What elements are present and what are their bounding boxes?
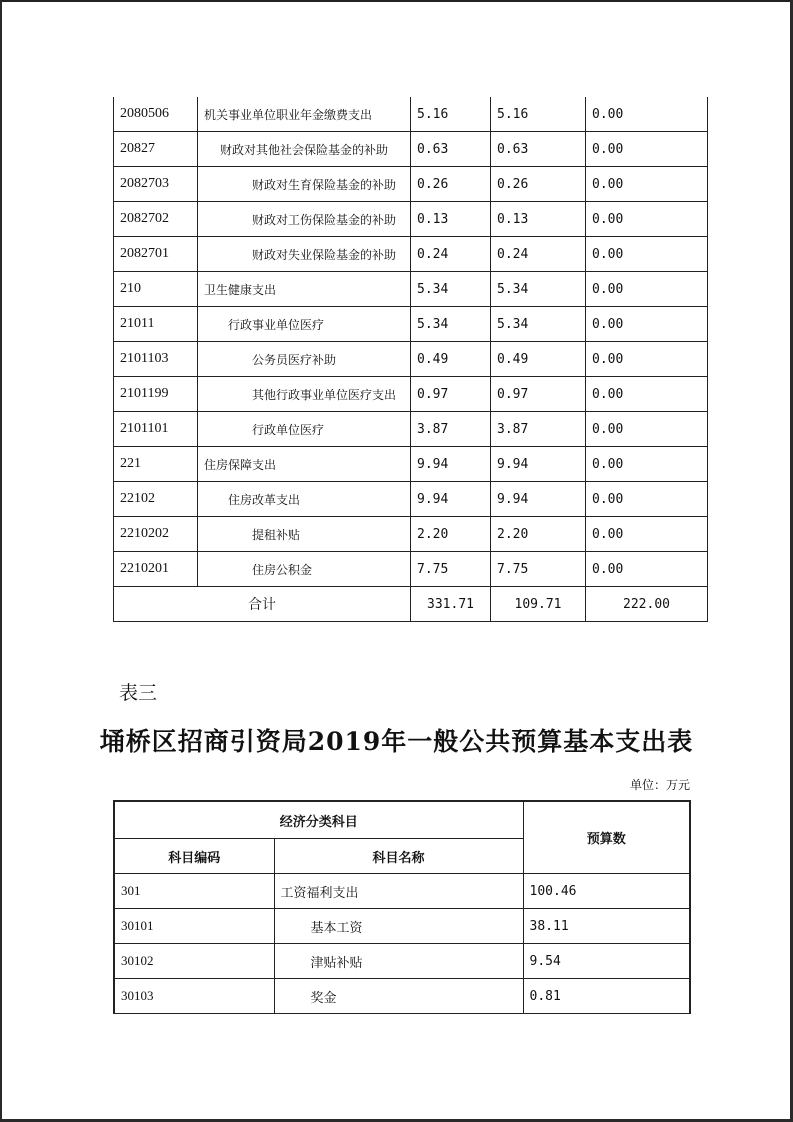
budget-amount-cell: 100.46 xyxy=(523,874,690,909)
subject-name-cell: 奖金 xyxy=(274,979,523,1014)
basic-amount-cell: 9.94 xyxy=(491,482,586,517)
page-border-left xyxy=(0,0,2,1122)
total-amount-cell: 5.16 xyxy=(411,97,491,132)
project-amount-cell: 0.00 xyxy=(586,377,708,412)
expenditure-table-body xyxy=(114,97,708,622)
table-row xyxy=(114,552,708,587)
table-row xyxy=(114,377,708,412)
subject-code-cell: 30103 xyxy=(114,979,274,1014)
table-row xyxy=(114,272,708,307)
total-basic-cell: 109.71 xyxy=(491,587,586,622)
total-sum-cell: 331.71 xyxy=(411,587,491,622)
subject-code-cell: 2101101 xyxy=(114,412,198,447)
subject-code-cell: 22102 xyxy=(114,482,198,517)
subject-name-cell: 行政事业单位医疗 xyxy=(198,307,411,342)
project-amount-cell: 0.00 xyxy=(586,342,708,377)
project-amount-cell: 0.00 xyxy=(586,132,708,167)
table-row xyxy=(114,979,690,1014)
project-amount-cell: 0.00 xyxy=(586,552,708,587)
basic-amount-cell: 5.34 xyxy=(491,307,586,342)
project-amount-cell: 0.00 xyxy=(586,307,708,342)
total-amount-cell: 9.94 xyxy=(411,482,491,517)
expenditure-table-continued xyxy=(113,97,708,622)
budget-amount-cell: 38.11 xyxy=(523,909,690,944)
project-amount-cell: 0.00 xyxy=(586,202,708,237)
subject-code-cell: 2082703 xyxy=(114,167,198,202)
table-row xyxy=(114,412,708,447)
project-amount-cell: 0.00 xyxy=(586,237,708,272)
subject-name-cell: 财政对其他社会保险基金的补助 xyxy=(198,132,411,167)
table-row xyxy=(114,237,708,272)
table-row xyxy=(114,909,690,944)
subject-name-cell: 其他行政事业单位医疗支出 xyxy=(198,377,411,412)
table-row xyxy=(114,342,708,377)
page-border-top xyxy=(0,0,793,2)
subject-name-cell: 住房保障支出 xyxy=(198,447,411,482)
subject-code-cell: 30101 xyxy=(114,909,274,944)
subject-name-cell: 机关事业单位职业年金缴费支出 xyxy=(198,97,411,132)
total-project-cell: 222.00 xyxy=(586,587,708,622)
basic-amount-cell: 0.49 xyxy=(491,342,586,377)
subject-code-cell: 2082702 xyxy=(114,202,198,237)
subject-code-cell: 30102 xyxy=(114,944,274,979)
total-row xyxy=(114,587,708,622)
project-amount-cell: 0.00 xyxy=(586,412,708,447)
table-row xyxy=(114,517,708,552)
subject-code-cell: 20827 xyxy=(114,132,198,167)
total-amount-cell: 5.34 xyxy=(411,307,491,342)
basic-amount-cell: 5.34 xyxy=(491,272,586,307)
subject-name-cell: 行政单位医疗 xyxy=(198,412,411,447)
total-amount-cell: 9.94 xyxy=(411,447,491,482)
subject-code-cell: 301 xyxy=(114,874,274,909)
subject-code-cell: 2080506 xyxy=(114,97,198,132)
basic-amount-cell: 0.26 xyxy=(491,167,586,202)
basic-expenditure-table xyxy=(113,800,691,1014)
table-row xyxy=(114,307,708,342)
table-row xyxy=(114,447,708,482)
subject-name-cell: 提租补贴 xyxy=(198,517,411,552)
project-amount-cell: 0.00 xyxy=(586,447,708,482)
subject-name-cell: 津贴补贴 xyxy=(274,944,523,979)
unit-label: 单位：万元 xyxy=(629,778,690,792)
total-amount-cell: 0.13 xyxy=(411,202,491,237)
basic-expenditure-table-body xyxy=(114,874,690,1014)
subject-name-cell: 住房公积金 xyxy=(198,552,411,587)
basic-amount-cell: 0.97 xyxy=(491,377,586,412)
section-label: 表三 xyxy=(119,682,158,704)
subject-name-cell: 公务员医疗补助 xyxy=(198,342,411,377)
table-row xyxy=(114,97,708,132)
project-amount-cell: 0.00 xyxy=(586,97,708,132)
subject-name-cell: 财政对生育保险基金的补助 xyxy=(198,167,411,202)
header-subject-code: 科目编码 xyxy=(114,839,274,874)
project-amount-cell: 0.00 xyxy=(586,272,708,307)
total-amount-cell: 0.63 xyxy=(411,132,491,167)
total-amount-cell: 2.20 xyxy=(411,517,491,552)
total-amount-cell: 0.49 xyxy=(411,342,491,377)
subject-name-cell: 财政对失业保险基金的补助 xyxy=(198,237,411,272)
subject-code-cell: 210 xyxy=(114,272,198,307)
subject-name-cell: 住房改革支出 xyxy=(198,482,411,517)
total-label-cell: 合计 xyxy=(114,587,411,622)
subject-code-cell: 2210202 xyxy=(114,517,198,552)
table-row xyxy=(114,132,708,167)
table-row xyxy=(114,202,708,237)
basic-amount-cell: 5.16 xyxy=(491,97,586,132)
project-amount-cell: 0.00 xyxy=(586,167,708,202)
table-row xyxy=(114,167,708,202)
basic-amount-cell: 2.20 xyxy=(491,517,586,552)
subject-code-cell: 21011 xyxy=(114,307,198,342)
total-amount-cell: 0.26 xyxy=(411,167,491,202)
basic-amount-cell: 0.63 xyxy=(491,132,586,167)
basic-amount-cell: 7.75 xyxy=(491,552,586,587)
subject-name-cell: 财政对工伤保险基金的补助 xyxy=(198,202,411,237)
subject-name-cell: 基本工资 xyxy=(274,909,523,944)
header-economic-category: 经济分类科目 xyxy=(114,801,523,839)
basic-amount-cell: 0.13 xyxy=(491,202,586,237)
budget-amount-cell: 9.54 xyxy=(523,944,690,979)
total-amount-cell: 5.34 xyxy=(411,272,491,307)
basic-amount-cell: 0.24 xyxy=(491,237,586,272)
total-amount-cell: 7.75 xyxy=(411,552,491,587)
total-amount-cell: 0.24 xyxy=(411,237,491,272)
header-subject-name: 科目名称 xyxy=(274,839,523,874)
subject-code-cell: 2082701 xyxy=(114,237,198,272)
subject-code-cell: 2210201 xyxy=(114,552,198,587)
basic-amount-cell: 9.94 xyxy=(491,447,586,482)
table-row xyxy=(114,482,708,517)
page-title: 埇桥区招商引资局2019年一般公共预算基本支出表 xyxy=(99,727,694,756)
subject-code-cell: 2101199 xyxy=(114,377,198,412)
total-amount-cell: 3.87 xyxy=(411,412,491,447)
table-row xyxy=(114,874,690,909)
subject-code-cell: 2101103 xyxy=(114,342,198,377)
subject-name-cell: 卫生健康支出 xyxy=(198,272,411,307)
table-row xyxy=(114,944,690,979)
subject-name-cell: 工资福利支出 xyxy=(274,874,523,909)
budget-amount-cell: 0.81 xyxy=(523,979,690,1014)
total-amount-cell: 0.97 xyxy=(411,377,491,412)
header-budget-amount: 预算数 xyxy=(523,801,690,874)
project-amount-cell: 0.00 xyxy=(586,517,708,552)
basic-amount-cell: 3.87 xyxy=(491,412,586,447)
project-amount-cell: 0.00 xyxy=(586,482,708,517)
subject-code-cell: 221 xyxy=(114,447,198,482)
